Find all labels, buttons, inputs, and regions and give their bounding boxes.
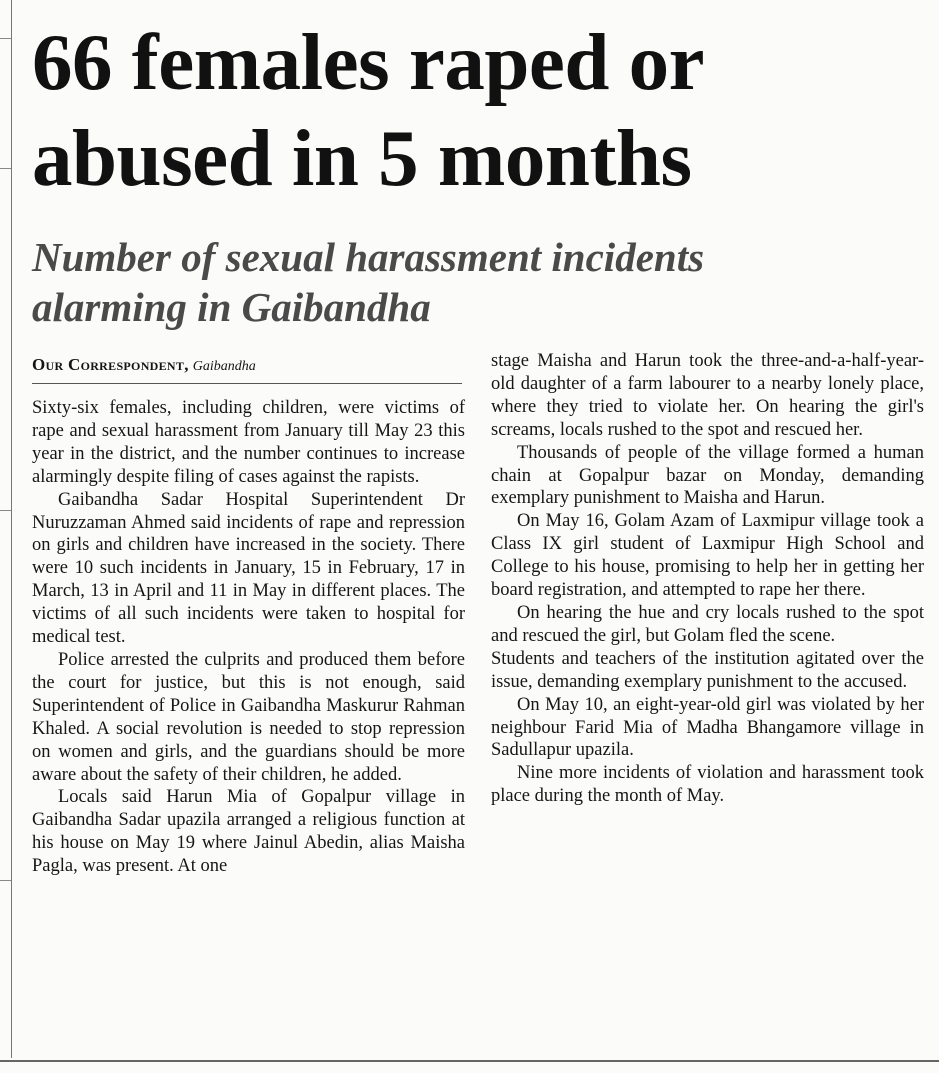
paragraph: stage Maisha and Harun took the three-and-a-half-year-old daughter of a farm labourer to a nearby lonely place, where they tried to violate her. On hearing the girl's screams, locals rushed to the spot and rescued her. xyxy=(491,351,924,440)
margin-tick xyxy=(0,38,11,39)
subheadline xyxy=(32,232,932,332)
paragraph: Students and teachers of the institution agitated over the issue, demanding exemplary punishment to the accused. xyxy=(491,648,924,692)
paragraph: Locals said Harun Mia of Gopalpur village in Gaibandha Sadar upazila arranged a religious function at his house on May 19 where Jainul Abedin, alias Maisha Pagla, was present. At one xyxy=(32,787,465,877)
paragraph: On May 10, an eight-year-old girl was violated by her neighbour Farid Mia of Madha Bhangamore village in Sadullapur upazila. xyxy=(491,694,924,761)
subheadline-line-2: alarming in Gaibandha xyxy=(32,284,431,330)
subheadline-line-1: Number of sexual harassment incidents xyxy=(32,234,705,280)
headline xyxy=(32,14,932,206)
paragraph: On May 16, Golam Azam of Laxmipur village took a Class IX girl student of Laxmipur High School and College to his house, promising to help her in getting her board registration, and attempted to rape her there. xyxy=(491,511,924,601)
margin-tick xyxy=(0,510,11,511)
byline xyxy=(32,353,462,384)
paragraph: Police arrested the culprits and produced them before the court for justice, but this is not enough, said Superintendent of Police in Gaibandha Maskurur Rahman Khaled. A social revolution is needed to stop repression on women and girls, and the guardians should be more aware about the safety of their children, he added. xyxy=(32,649,465,785)
paragraph: Sixty-six females, including children, were victims of rape and sexual harassment from January till May 23 this year in the district, and the number continues to increase alarmingly despite filing of cases against the rapists. xyxy=(32,398,465,487)
paragraph: On hearing the hue and cry locals rushed to the spot and rescued the girl, but Golam fled the scene. xyxy=(491,602,924,646)
margin-tick xyxy=(0,880,11,881)
headline-line-1: 66 females raped or xyxy=(32,17,705,107)
paragraph: Gaibandha Sadar Hospital Superintendent Dr Nuruzzaman Ahmed said incidents of rape and repression on girls and children have increased in the society. There were 10 such incidents in January, 15 in February, 17 in March, 13 in April and 11 in May in different places. The victims of all such incidents were taken to hospital for medical test. xyxy=(32,489,465,648)
byline-author: Our Correspondent, xyxy=(32,355,189,374)
byline-location: Gaibandha xyxy=(192,359,256,374)
left-column-rule xyxy=(11,0,12,1058)
bottom-rule xyxy=(0,1060,939,1062)
article-column-1 xyxy=(32,397,465,878)
headline-line-2: abused in 5 months xyxy=(32,113,692,203)
article-column-2 xyxy=(491,350,924,808)
paragraph: Nine more incidents of violation and harassment took place during the month of May. xyxy=(491,763,924,807)
paragraph: Thousands of people of the village formed a human chain at Gopalpur bazar on Monday, demanding exemplary punishment to Maisha and Harun. xyxy=(491,442,924,509)
margin-tick xyxy=(0,168,11,169)
